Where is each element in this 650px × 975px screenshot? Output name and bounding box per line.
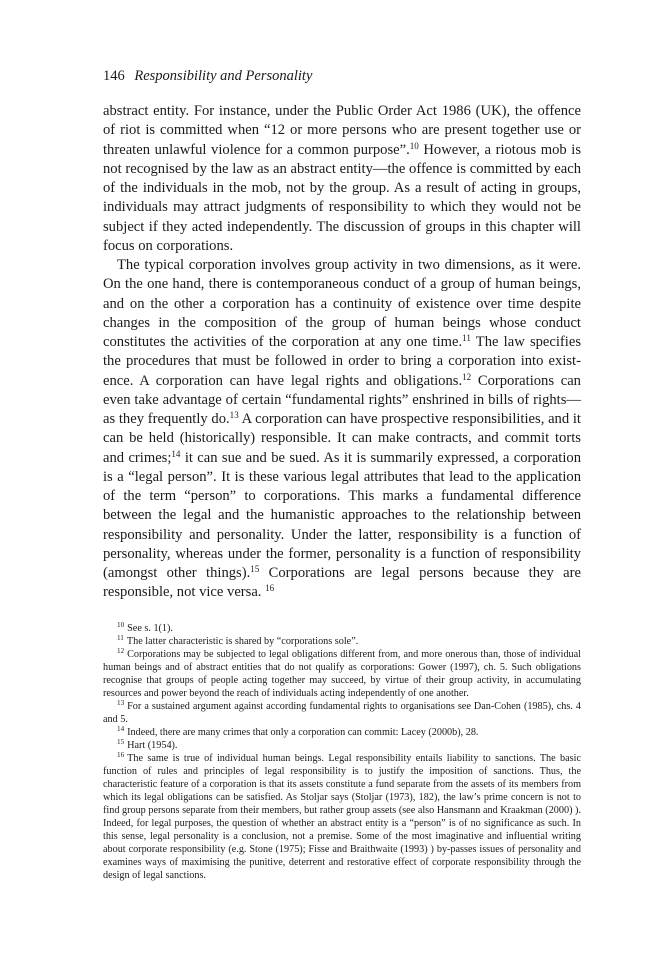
paragraph-text: abstract entity. For instance, under the Public Order Act 1986 (UK), the offence of riot is committed when “12 or more persons who are present together use or threaten unlawful violence for a common purpose”.: [103, 103, 581, 158]
footnote: [103, 622, 581, 635]
footnote-number: 13: [117, 699, 125, 708]
footnote-number: 16: [117, 751, 125, 760]
footnote-text: Corporations may be subjected to legal obligations different from, and more onerous than, those of individual human beings and of abstract entities that do not qualify as corporations: Gower (1997), ch. 5. Such obligations recognise that groups of people acting together may succeed, by virtue of their group activity, in accumulating resources and power beyond the reach of individuals acting independently of one another.: [103, 648, 581, 699]
footnote-ref-14[interactable]: 14: [171, 448, 181, 459]
footnote-number: 12: [117, 647, 125, 656]
footnote-ref-16[interactable]: 16: [265, 583, 275, 594]
paragraph-text: The typical corporation involves group activity in two dimensions, as it were. On the one hand, there is contemporaneous conduct of a group of human beings, and on the other a corporation has a continuity of existence over time despite changes in the composition of the group of human beings whose conduct constitutes the activities of the corporation at any one time.: [103, 257, 581, 350]
running-title: Responsibility and Personality: [134, 68, 313, 84]
footnote-text: The latter characteristic is shared by “corporations sole”.: [126, 635, 359, 647]
paragraph-text: it can sue and be sued. As it is summarily expressed, a corporation is a “legal person”. It is these various legal attributes that lead to the application of the term “person” to corporations. This marks a fundamental difference between the legal and the humanistic approaches to the relationship between responsibility and personality. Under the latter, responsibility is a function of personality, whereas under the former, personality is a function of responsibility (amongst other things).: [103, 449, 581, 581]
footnote-text: Hart (1954).: [127, 739, 178, 751]
footnote-number: 15: [117, 738, 125, 747]
footnote: [103, 648, 581, 700]
footnote-ref-10[interactable]: 10: [409, 140, 419, 151]
paragraph-text: However, a riotous mob is not recognised by the law as an abstract entity—the offence is committed by each of the individuals in the mob, not by the group. As a result of acting in groups, individuals may attract judgments of responsibility to which they would not be subject if they acted independently. The discussion of groups in this chapter will focus on corporations.: [103, 141, 581, 254]
footnote: [103, 752, 581, 882]
page-number: 146: [103, 68, 125, 84]
body-text: [103, 102, 581, 603]
footnote-text: The same is true of individual human beings. Legal responsibility entails liability to sanctions. The basic function of rules and principles of legal responsibility is to justify the imposition of sanctions. Thus, the characteristic feature of a corporation is that its assets constitute a fund separate from the assets of its members from which its legal obligations can be satisfied. As Stoljar says (Stoljar (1973), 182), the law’s prime concern is not to find group persons separate from their members, but rather group assets (see also Hansmann and Kraakman (2000) ). Indeed, for legal purposes, the question of whether an abstract entity is a “person” is of no significance as such. In this sense, legal personality is a conclusion, not a premise. Some of the most imaginative and influential writing about corporate responsibility (e.g. Stone (1975); Fisse and Braithwaite (1993) ) by-passes issues of personality and examines ways of maximising the punitive, deterrent and restorative effect of corporate responsibility through the design of legal sanctions.: [103, 752, 581, 882]
footnote-ref-11[interactable]: 11: [462, 333, 471, 344]
paragraph-2: [103, 256, 581, 603]
paragraph-text: Corporations are legal persons because they are responsible, not vice versa.: [103, 565, 581, 601]
footnote-number: 10: [117, 620, 125, 629]
paragraph-text: Corporations can even take advantage of certain “fundamental rights” enshrined in bills of rights—as they frequently do.: [103, 372, 581, 427]
book-page: [103, 66, 581, 882]
footnote-ref-12[interactable]: 12: [462, 371, 472, 382]
footnote-text: For a sustained argument against according fundamental rights to organisations see Dan-Cohen (1985), chs. 4 and 5.: [103, 700, 581, 725]
running-header: [103, 66, 581, 86]
footnotes: [103, 622, 581, 883]
footnote-number: 14: [117, 725, 125, 734]
footnote-text: See s. 1(1).: [127, 622, 173, 634]
paragraph-text: A corporation can have prospective responsibilities, and it can be held (historically) responsible. It can make contracts, and commit torts and crimes;: [103, 411, 581, 466]
footnote-text: Indeed, there are many crimes that only a corporation can commit: Lacey (2000b), 28.: [127, 726, 479, 738]
footnote-ref-13[interactable]: 13: [229, 410, 239, 421]
footnote: [103, 700, 581, 726]
footnote: [103, 739, 581, 752]
paragraph-text: The law specifies the procedures that must be followed in order to bring a corporation into existence. A corporation can have legal rights and obligations.: [103, 334, 581, 389]
footnote-ref-15[interactable]: 15: [250, 564, 260, 575]
footnote: [103, 726, 581, 739]
footnote: [103, 635, 581, 648]
paragraph-1: [103, 102, 581, 256]
footnote-number: 11: [117, 633, 124, 642]
